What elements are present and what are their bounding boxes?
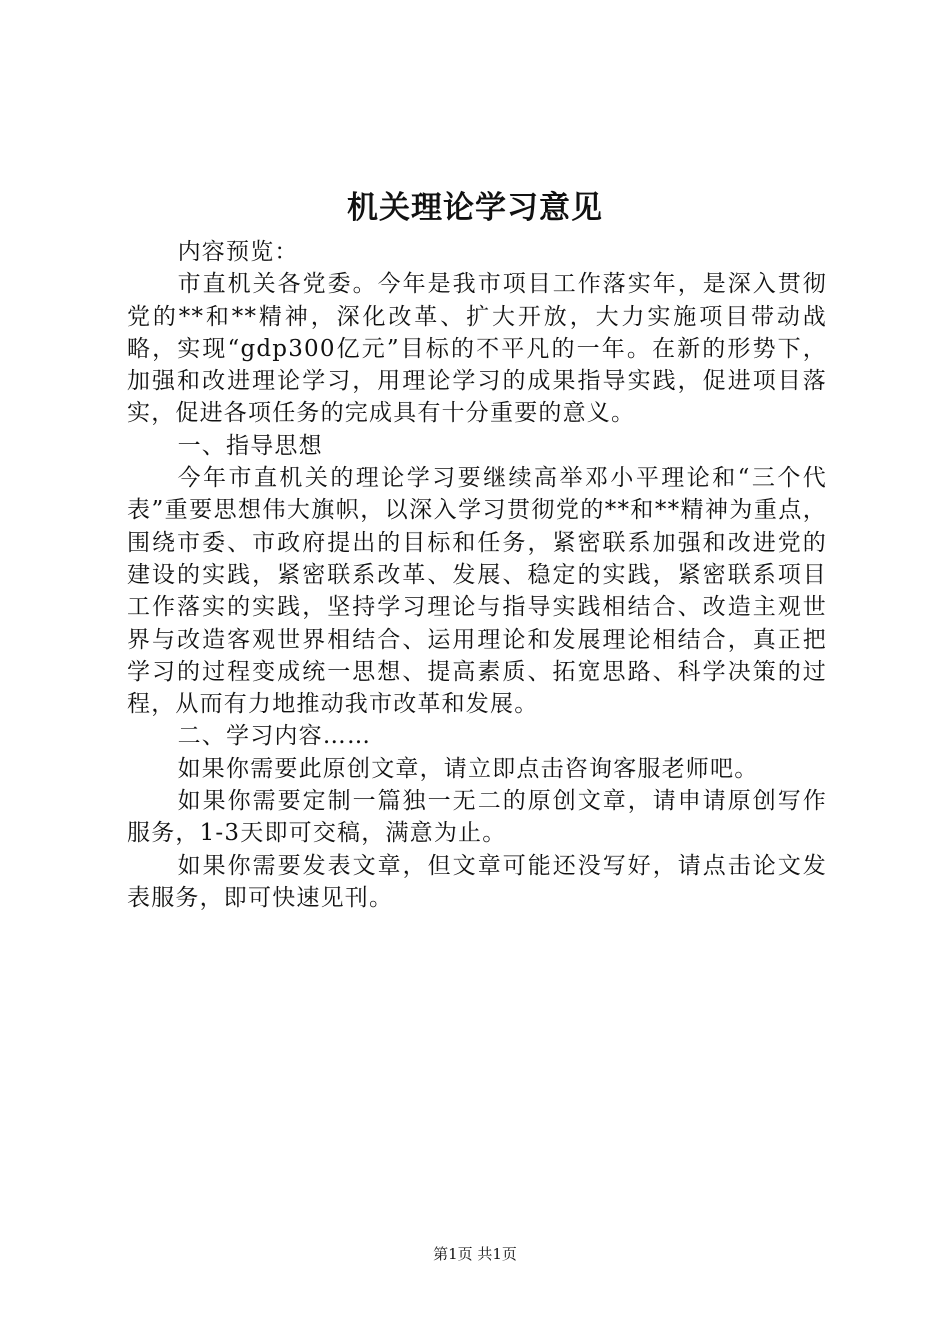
guiding-thought-paragraph: 今年市直机关的理论学习要继续高举邓小平理论和“三个代表”重要思想伟大旗帜，以深入学习贯彻党的**和**精神为重点，围绕市委、市政府提出的目标和任务，紧密联系加强和改进党的建设的实践，紧密联系改革、发展、稳定的实践，紧密联系项目工作落实的实践，坚持学习理论与指导实践相结合、改造主观世界与改造客观世界相结合、运用理论和发展理论相结合，真正把学习的过程变成统一思想、提高素质、拓宽思路、科学决策的过程，从而有力地推动我市改革和发展。	[127, 465, 827, 718]
section-heading-study-content: 二、学习内容……	[177, 723, 372, 750]
section-heading-guiding-thought: 一、指导思想	[177, 432, 323, 459]
document-body	[127, 236, 827, 914]
page-footer: 第1页 共1页	[433, 1245, 517, 1263]
preview-label: 内容预览：	[177, 239, 299, 265]
consult-service-paragraph: 如果你需要此原创文章，请立即点击咨询客服老师吧。	[177, 755, 759, 782]
custom-writing-paragraph: 如果你需要定制一篇独一无二的原创文章，请申请原创写作服务，1-3天即可交稿，满意为止。	[127, 788, 827, 847]
intro-paragraph: 市直机关各党委。今年是我市项目工作落实年，是深入贯彻党的**和**精神，深化改革、扩大开放，大力实施项目带动战略，实现“gdp300亿元”目标的不平凡的一年。在新的形势下，加强和改进理论学习，用理论学习的成果指导实践，促进项目落实，促进各项任务的完成具有十分重要的意义。	[127, 271, 827, 427]
document-title: 机关理论学习意见	[347, 190, 603, 226]
publishing-service-paragraph: 如果你需要发表文章，但文章可能还没写好，请点击论文发表服务，即可快速见刊。	[127, 852, 827, 911]
